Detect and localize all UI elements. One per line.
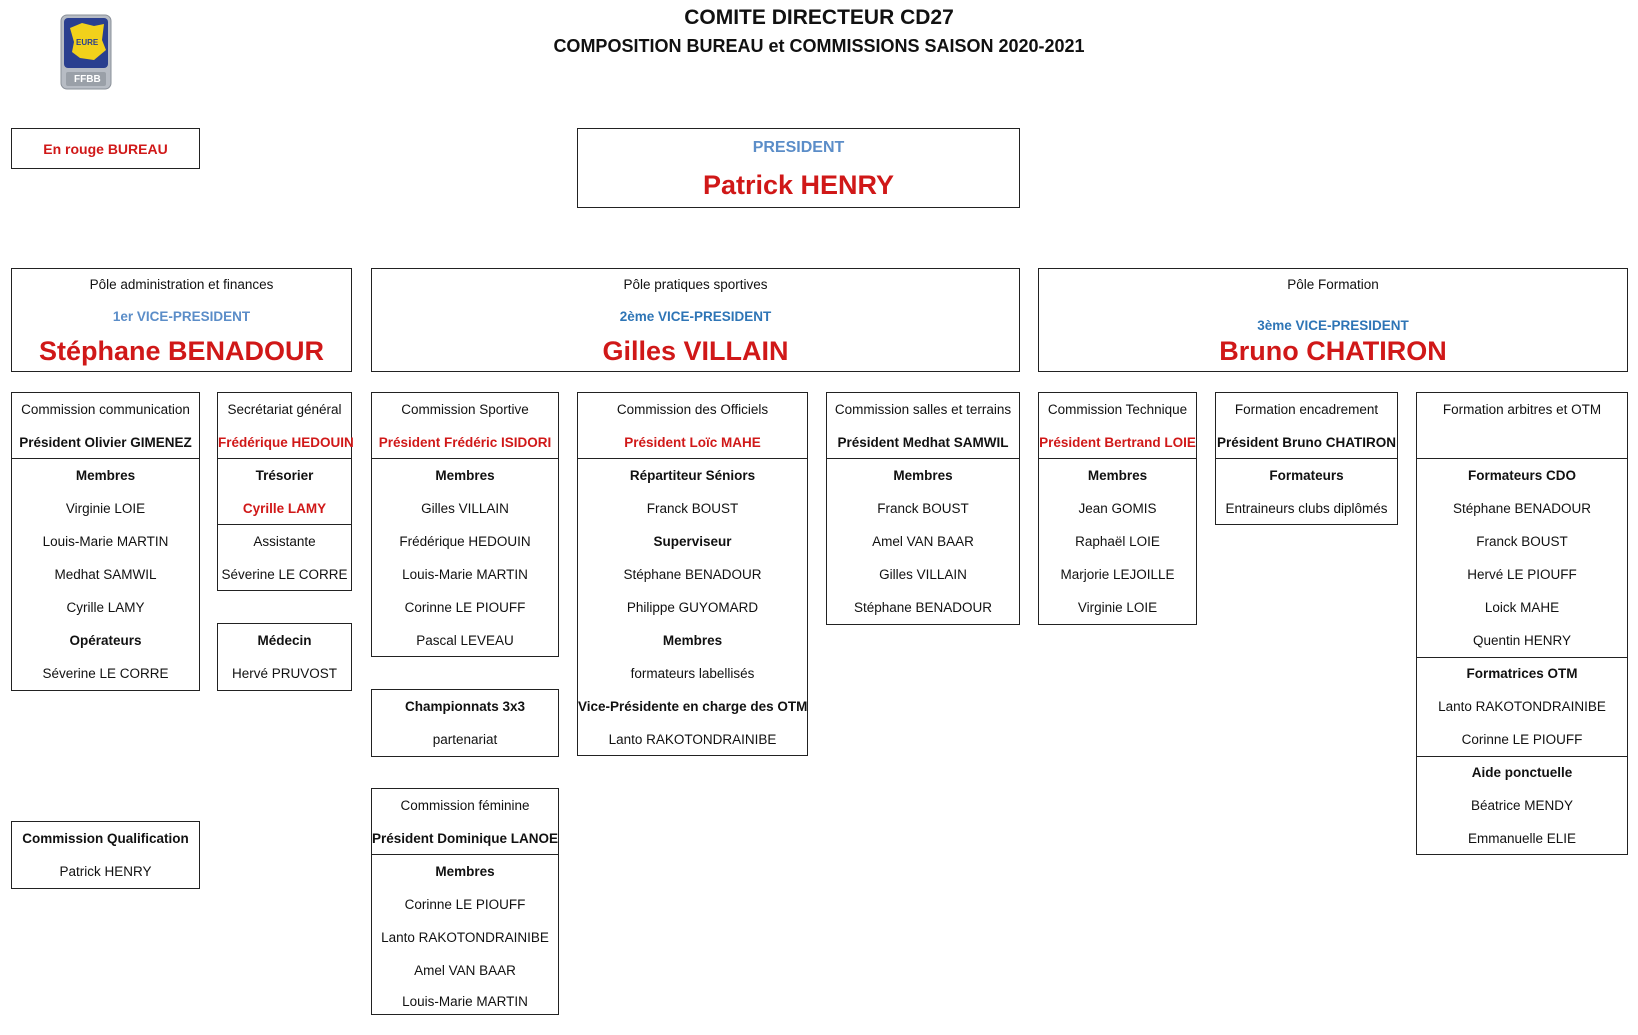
pole-title: Pôle administration et finances [89,277,274,292]
members-label: Membres [435,864,495,879]
aide-member: Emmanuelle ELIE [1467,831,1577,846]
medecin-name: Hervé PRUVOST [231,666,338,681]
operators-label: Opérateurs [69,633,142,648]
members-label: Membres [1087,468,1148,483]
commission-title: Commission Sportive [401,402,529,417]
commission-title: Commission salles et terrains [834,402,1012,417]
commission-president: Président Dominique LANOE [372,831,559,846]
secretariat-title: Secrétariat général [227,402,342,417]
commission-feminine [371,788,559,1015]
pole-title: Pôle pratiques sportives [623,277,768,292]
otm-member: Lanto RAKOTONDRAINIBE [1438,699,1606,714]
commission-title: Formation encadrement [1234,402,1379,417]
commission-technique [1038,392,1197,625]
repartiteur-name: Franck BOUST [646,501,739,516]
president-role: PRESIDENT [752,139,845,156]
pole-title: Pôle Formation [1287,277,1379,292]
commission-title: Commission des Officiels [616,402,769,417]
qualification-name: Patrick HENRY [59,864,152,879]
members-label: Membres [662,633,723,648]
members-label: Membres [435,468,495,483]
commission-title: Formation arbitres et OTM [1442,402,1602,417]
formateurs-value: Entraineurs clubs diplômés [1225,501,1388,516]
commission-title: Commission Technique [1047,402,1188,417]
member: Cyrille LAMY [66,600,145,615]
member: Louis-Marie MARTIN [402,994,528,1009]
treasurer-label: Trésorier [255,468,314,483]
legend-label: En rouge BUREAU [43,141,168,157]
commission-officiels [577,392,808,756]
page-title: COMITE DIRECTEUR CD27 [684,6,954,29]
aide-label: Aide ponctuelle [1471,765,1573,780]
member: Frédérique HEDOUIN [399,534,531,549]
cdo-member: Franck BOUST [1476,534,1568,549]
member: Pascal LEVEAU [416,633,514,648]
vice-president-name: Stéphane BENADOUR [38,336,325,366]
championnats-label: Championnats 3x3 [404,699,526,714]
member: Medhat SAMWIL [54,567,157,582]
vice-president-role: 2ème VICE-PRESIDENT [619,309,772,324]
cdo-member: Loick MAHE [1484,600,1560,615]
commission-president: Président Olivier GIMENEZ [19,435,192,450]
secretary-name: Frédérique HEDOUIN [218,435,354,450]
formateurs-label: Formateurs [1269,468,1344,483]
vice-president-role: 3ème VICE-PRESIDENT [1257,318,1409,333]
member: Marjorie LEJOILLE [1060,567,1175,582]
member: Virginie LOIE [65,501,146,516]
pole-administration [11,268,352,372]
qualification-label: Commission Qualification [22,831,189,846]
otm-label: Formatrices OTM [1466,666,1578,681]
medecin-box [217,623,352,691]
member: Lanto RAKOTONDRAINIBE [381,930,549,945]
member: Stéphane BENADOUR [853,600,993,615]
secretariat-general [217,392,352,591]
member: Gilles VILLAIN [879,567,967,582]
cdo-member: Quentin HENRY [1472,633,1572,648]
member: Franck BOUST [877,501,969,516]
logo-text-eure: EURE [76,38,99,47]
page-subtitle: COMPOSITION BUREAU et COMMISSIONS SAISON 2020-2021 [553,36,1085,56]
legend-box [11,128,200,169]
commission-president: Président Loïc MAHE [624,435,761,450]
cdo-label: Formateurs CDO [1467,468,1577,483]
member: formateurs labellisés [630,666,755,681]
repartiteur-label: Répartiteur Séniors [629,468,756,483]
commission-president: Président Medhat SAMWIL [837,435,1009,450]
pole-pratiques-sportives [371,268,1020,372]
vp-otm-label: Vice-Présidente en charge des OTM [578,699,808,714]
commission-salles-terrains [826,392,1020,625]
member: Virginie LOIE [1077,600,1158,615]
members-label: Membres [75,468,136,483]
operator: Séverine LE CORRE [42,666,169,681]
commission-sportive [371,392,559,657]
member: Louis-Marie MARTIN [42,534,169,549]
ffbb-eure-logo [60,14,112,90]
president-box [577,128,1020,208]
commission-communication [11,392,200,691]
commission-qualification [11,821,200,889]
championnats-note: partenariat [432,732,498,747]
members-label: Membres [893,468,953,483]
pole-formation [1038,268,1628,372]
formation-arbitres-otm [1416,392,1628,855]
aide-member: Béatrice MENDY [1470,798,1574,813]
assistant-name: Séverine LE CORRE [221,567,348,582]
vice-president-name: Gilles VILLAIN [602,336,789,366]
otm-member: Corinne LE PIOUFF [1461,732,1583,747]
commission-president: Président Frédéric ISIDORI [378,435,552,450]
member: Amel VAN BAAR [414,963,516,978]
vice-president-name: Bruno CHATIRON [1219,336,1447,366]
member: Raphaël LOIE [1075,534,1160,549]
superviseur-label: Superviseur [653,534,732,549]
cdo-member: Stéphane BENADOUR [1452,501,1592,516]
assistant-label: Assistante [253,534,316,549]
vice-president-role: 1er VICE-PRESIDENT [112,309,251,324]
medecin-label: Médecin [257,633,312,648]
treasurer-name: Cyrille LAMY [242,501,327,516]
commission-title: Commission communication [21,402,190,417]
member: Gilles VILLAIN [421,501,509,516]
superviseur-name: Philippe GUYOMARD [626,600,759,615]
member: Amel VAN BAAR [872,534,974,549]
commission-president: Président Bruno CHATIRON [1216,435,1396,450]
commission-president: Président Bertrand LOIE [1039,435,1196,450]
cdo-member: Hervé LE PIOUFF [1467,567,1577,582]
championnats-3x3 [371,689,559,757]
member: Corinne LE PIOUFF [404,897,526,912]
president-name: Patrick HENRY [702,170,895,200]
member: Jean GOMIS [1078,501,1157,516]
formation-encadrement [1215,392,1398,525]
member: Corinne LE PIOUFF [404,600,526,615]
commission-title: Commission féminine [400,798,530,813]
logo-text-ffbb: FFBB [74,74,101,85]
member: Louis-Marie MARTIN [402,567,528,582]
superviseur-name: Stéphane BENADOUR [623,567,762,582]
vp-otm-name: Lanto RAKOTONDRAINIBE [608,732,777,747]
